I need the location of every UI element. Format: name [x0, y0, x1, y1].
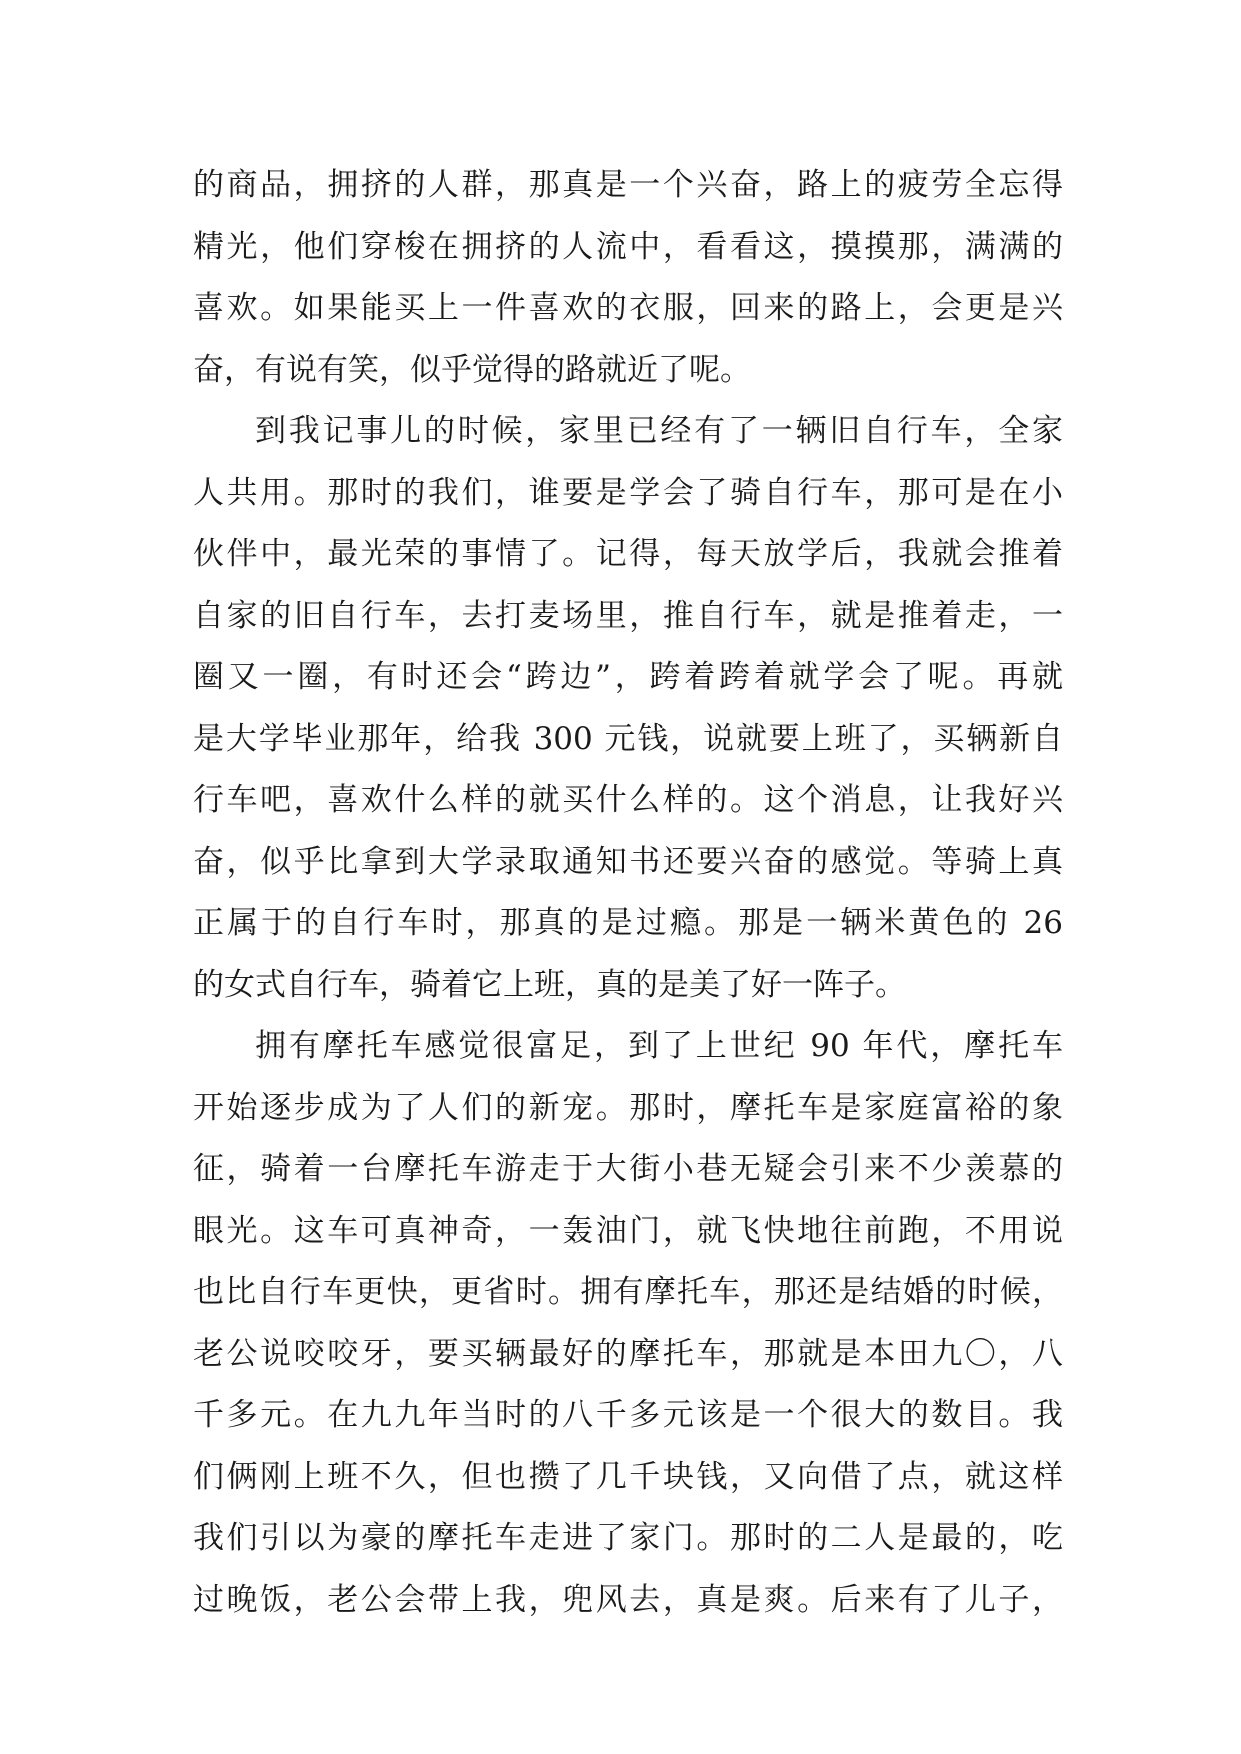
text-line: 伙伴中，最光荣的事情了。记得，每天放学后，我就会推着 — [193, 536, 1063, 572]
text-line: 正属于的自行车时，那真的是过瘾。那是一辆米黄色的 26 — [193, 905, 1063, 941]
text-line: 行车吧，喜欢什么样的就买什么样的。这个消息，让我好兴 — [193, 782, 1063, 818]
text-line: 眼光。这车可真神奇，一轰油门，就飞快地往前跑，不用说 — [193, 1212, 1063, 1249]
text-line: 精光，他们穿梭在拥挤的人流中，看看这，摸摸那，满满的 — [193, 228, 1063, 265]
text-line: 是大学毕业那年，给我 300 元钱，说就要上班了，买辆新自 — [193, 720, 1063, 757]
text-line: 奋，似乎比拿到大学录取通知书还要兴奋的感觉。等骑上真 — [193, 843, 1063, 880]
text-line: 开始逐步成为了人们的新宠。那时，摩托车是家庭富裕的象 — [193, 1089, 1063, 1126]
text-line: 们俩刚上班不久，但也攒了几千块钱，又向借了点，就这样 — [193, 1458, 1063, 1495]
text-line: 我们引以为豪的摩托车走进了家门。那时的二人是最的，吃 — [193, 1520, 1063, 1556]
text-line: 人共用。那时的我们，谁要是学会了骑自行车，那可是在小 — [193, 474, 1063, 511]
text-line: 征，骑着一台摩托车游走于大街小巷无疑会引来不少羡慕的 — [193, 1151, 1063, 1187]
text-line: 过晚饭，老公会带上我，兜风去，真是爽。后来有了儿子， — [193, 1581, 1063, 1618]
text-line: 拥有摩托车感觉很富足，到了上世纪 90 年代，摩托车 — [255, 1028, 1063, 1064]
text-line: 老公说咬咬牙，要买辆最好的摩托车，那就是本田九〇，八 — [193, 1335, 1063, 1372]
text-line: 喜欢。如果能买上一件喜欢的衣服，回来的路上，会更是兴 — [193, 290, 1063, 326]
body-text — [193, 155, 1063, 1631]
text-line: 的商品，拥挤的人群，那真是一个兴奋，路上的疲劳全忘得 — [193, 167, 1063, 203]
text-line: 千多元。在九九年当时的八千多元该是一个很大的数目。我 — [193, 1397, 1063, 1433]
text-line: 奋，有说有笑，似乎觉得的路就近了呢。 — [193, 351, 751, 388]
text-line: 到我记事儿的时候，家里已经有了一辆旧自行车，全家 — [255, 413, 1063, 449]
text-line: 圈又一圈，有时还会“跨边”，跨着跨着就学会了呢。再就 — [193, 659, 1063, 695]
text-line: 自家的旧自行车，去打麦场里，推自行车，就是推着走，一 — [193, 597, 1063, 634]
text-line: 也比自行车更快，更省时。拥有摩托车，那还是结婚的时候， — [193, 1274, 1063, 1310]
text-line: 的女式自行车，骑着它上班，真的是美了好一阵子。 — [193, 966, 906, 1003]
